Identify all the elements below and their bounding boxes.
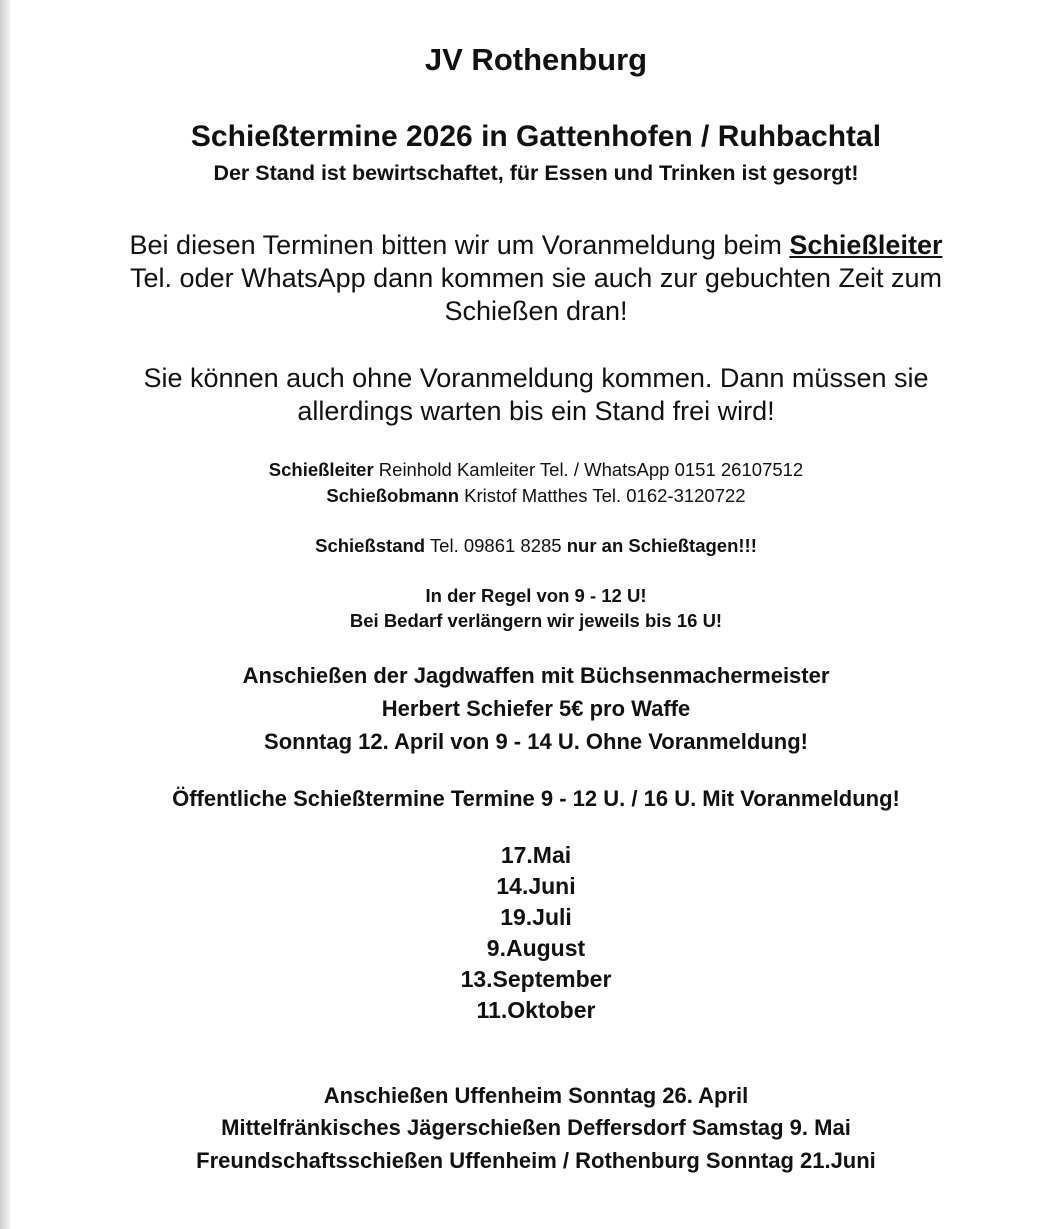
contact-stand <box>10 535 1062 557</box>
date-item: 9.August <box>486 935 586 961</box>
intro-line-2: Tel. oder WhatsApp dann kommen sie auch zur gebuchten Zeit zum <box>130 263 942 293</box>
event-item: Mittelfränkisches Jägerschießen Deffersdorf Samstag 9. Mai <box>221 1115 851 1140</box>
obmann-text: Kristof Matthes Tel. 0162-3120722 <box>464 485 746 506</box>
anschiessen-line-1: Anschießen der Jagdwaffen mit Büchsenmachermeister <box>242 663 830 688</box>
document-page <box>10 0 1062 1229</box>
club-title: JV Rothenburg <box>424 42 648 77</box>
intro-line-1 <box>10 230 1062 261</box>
stand-text: Tel. 09861 8285 <box>429 535 562 556</box>
date-item: 19.Juli <box>500 904 572 930</box>
contact-leader <box>10 459 1062 481</box>
catering-note: Der Stand ist bewirtschaftet, für Essen und Trinken ist gesorgt! <box>213 161 859 185</box>
obmann-label: Schießobmann <box>326 485 459 506</box>
leader-label: Schießleiter <box>268 459 374 480</box>
intro-line-3: Schießen dran! <box>444 296 628 326</box>
anschiessen-line-2: Herbert Schiefer 5€ pro Waffe <box>381 696 691 721</box>
date-item: 14.Juni <box>496 873 576 899</box>
hours-line-1: In der Regel von 9 - 12 U! <box>425 585 647 606</box>
event-item: Freundschaftsschießen Uffenheim / Rothenburg Sonntag 21.Juni <box>196 1148 876 1173</box>
hours-line-2: Bei Bedarf verlängern wir jeweils bis 16 U! <box>349 610 723 631</box>
date-item: 11.Oktober <box>476 997 596 1023</box>
note-line-2: allerdings warten bis ein Stand frei wird! <box>297 396 775 426</box>
note-line-1: Sie können auch ohne Voranmeldung kommen. Dann müssen sie <box>143 363 929 393</box>
leader-text: Reinhold Kamleiter Tel. / WhatsApp 0151 26107512 <box>378 459 804 480</box>
anschiessen-line-3: Sonntag 12. April von 9 - 14 U. Ohne Voranmeldung! <box>264 729 808 754</box>
public-dates-heading: Öffentliche Schießtermine Termine 9 - 12 U. / 16 U. Mit Voranmeldung! <box>172 786 900 811</box>
date-item: 13.September <box>460 966 612 992</box>
intro-text: Bei diesen Terminen bitten wir um Voranmeldung beim <box>129 230 782 260</box>
event-item: Anschießen Uffenheim Sonntag 26. April <box>323 1083 749 1108</box>
page-edge <box>0 0 10 1229</box>
schedule-title: Schießtermine 2026 in Gattenhofen / Ruhbachtal <box>190 120 882 153</box>
schiessleiter-link[interactable]: Schießleiter <box>789 230 943 260</box>
stand-note: nur an Schießtagen!!! <box>566 535 757 556</box>
contact-obmann <box>10 485 1062 507</box>
stand-label: Schießstand <box>315 535 426 556</box>
date-item: 17.Mai <box>500 842 572 868</box>
